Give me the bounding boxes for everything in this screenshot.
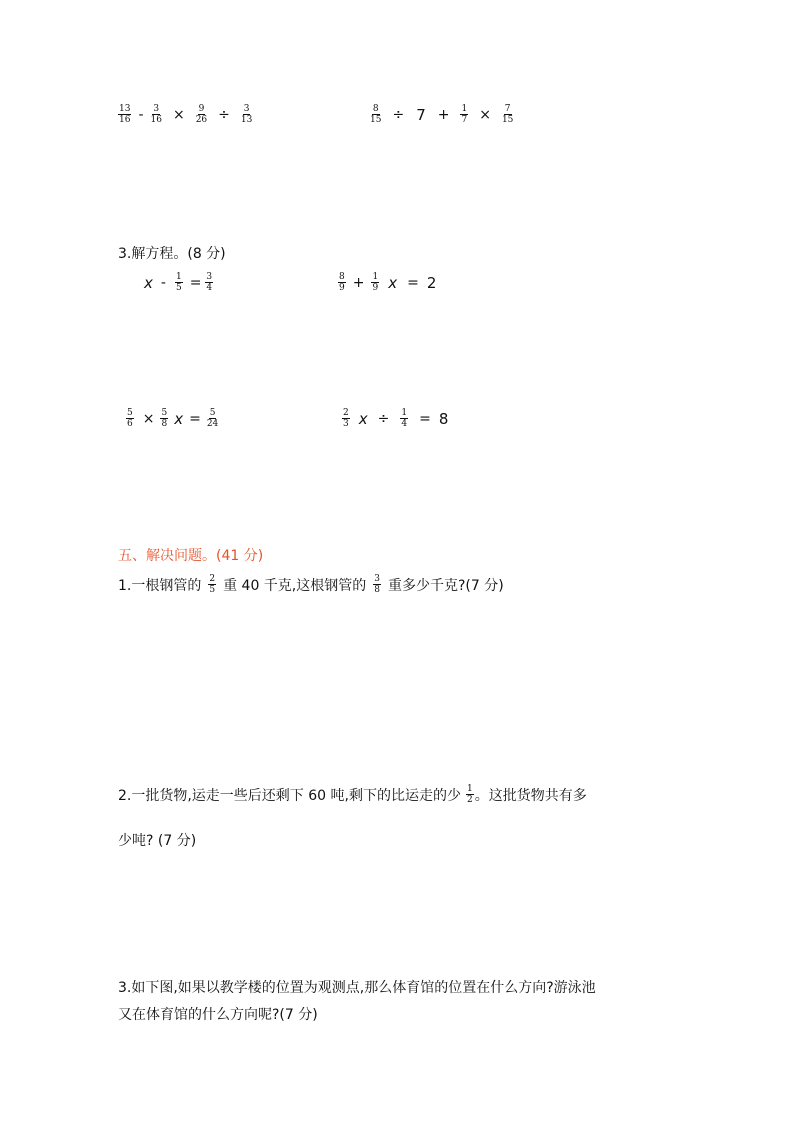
denominator: 15 xyxy=(370,115,382,125)
fraction xyxy=(126,408,134,430)
numerator: 3 xyxy=(153,104,160,114)
denominator: 15 xyxy=(501,115,514,125)
question-1 xyxy=(118,574,504,596)
denominator: 3 xyxy=(343,419,349,429)
fraction xyxy=(400,408,408,430)
numerator: 7 xyxy=(504,104,511,114)
question-3-line-1: 3.如下图,如果以教学楼的位置为观测点,那么体育馆的位置在什么方向?游泳池 xyxy=(118,980,596,996)
fraction xyxy=(160,408,168,430)
operator: - xyxy=(160,275,166,291)
operator: × xyxy=(479,107,491,123)
question-3-line-2: 又在体育馆的什么方向呢?(7 分) xyxy=(118,1007,318,1023)
numerator: 1 xyxy=(461,104,468,114)
fraction xyxy=(151,104,162,126)
fraction xyxy=(208,574,216,596)
fraction xyxy=(118,104,131,126)
fraction xyxy=(196,104,207,126)
fraction xyxy=(371,272,379,294)
equation-1 xyxy=(144,272,215,294)
numerator: 3 xyxy=(374,574,380,584)
question-2-line-2: 少吨? (7 分) xyxy=(118,833,197,849)
denominator: 4 xyxy=(206,283,213,293)
operator: × xyxy=(172,107,185,123)
question-2 xyxy=(118,784,587,806)
question-text: 重多少千克?(7 分) xyxy=(388,578,504,594)
numerator: 3 xyxy=(243,104,250,114)
operator: ÷ xyxy=(392,107,405,123)
calc-expression-1 xyxy=(118,104,257,126)
operator: + xyxy=(352,275,365,291)
denominator: 9 xyxy=(339,283,345,293)
fraction xyxy=(175,272,183,294)
question-text: 重 40 千克,这根钢管的 xyxy=(223,578,367,594)
equation-4 xyxy=(342,408,454,430)
operator: × xyxy=(142,411,155,427)
variable-x: x xyxy=(174,410,184,428)
fraction xyxy=(502,104,513,126)
fraction xyxy=(205,272,213,294)
fraction xyxy=(207,408,218,430)
denominator: 24 xyxy=(206,419,219,429)
numerator: 2 xyxy=(343,408,349,418)
equals-sign: = xyxy=(189,411,201,427)
fraction xyxy=(373,574,381,596)
result: 2 xyxy=(426,274,437,292)
fraction xyxy=(370,104,381,126)
denominator: 4 xyxy=(401,419,408,429)
fraction xyxy=(460,104,468,126)
equals-sign: = xyxy=(419,411,431,427)
numerator: 5 xyxy=(127,408,133,418)
numerator: 1 xyxy=(401,408,408,418)
result: 8 xyxy=(438,410,449,428)
numerator: 1 xyxy=(175,272,182,282)
numerator: 2 xyxy=(209,574,216,584)
numerator: 1 xyxy=(372,272,379,282)
operator: ÷ xyxy=(377,411,390,427)
equals-sign: = xyxy=(189,275,202,291)
fraction xyxy=(338,272,346,294)
denominator: 7 xyxy=(461,115,468,125)
operator: - xyxy=(138,107,144,123)
section-3-title: 3.解方程。(8 分) xyxy=(118,246,226,262)
denominator: 9 xyxy=(372,283,379,293)
variable-x: x xyxy=(144,274,153,292)
denominator: 5 xyxy=(175,283,182,293)
fraction xyxy=(342,408,350,430)
numerator: 5 xyxy=(209,408,216,418)
number: 7 xyxy=(416,106,426,124)
denominator: 8 xyxy=(374,585,380,595)
fraction xyxy=(241,104,252,126)
equation-3 xyxy=(126,408,222,430)
variable-x: x xyxy=(388,274,398,292)
equals-sign: = xyxy=(407,275,419,291)
operator: ÷ xyxy=(218,107,230,123)
variable-x: x xyxy=(358,410,368,428)
fraction xyxy=(466,784,474,806)
denominator: 5 xyxy=(209,585,216,595)
question-text: 2.一批货物,运走一些后还剩下 60 吨,剩下的比运走的少 xyxy=(118,788,461,804)
calc-expression-2 xyxy=(370,104,518,126)
denominator: 13 xyxy=(240,115,253,125)
numerator: 3 xyxy=(206,272,213,282)
denominator: 16 xyxy=(150,115,162,125)
part-5-title: 五、解决问题。(41 分) xyxy=(118,548,264,564)
denominator: 8 xyxy=(161,419,168,429)
numerator: 13 xyxy=(119,104,131,114)
denominator: 26 xyxy=(195,115,208,125)
question-text: 1.一根钢管的 xyxy=(118,578,202,594)
equation-2 xyxy=(338,272,442,294)
denominator: 6 xyxy=(127,419,133,429)
numerator: 9 xyxy=(198,104,205,114)
numerator: 8 xyxy=(372,104,379,114)
numerator: 5 xyxy=(161,408,168,418)
denominator: 2 xyxy=(466,795,473,805)
numerator: 1 xyxy=(466,784,473,794)
denominator: 16 xyxy=(119,115,131,125)
question-text: 。这批货物共有多 xyxy=(474,788,587,804)
operator: + xyxy=(437,107,450,123)
numerator: 8 xyxy=(339,272,345,282)
